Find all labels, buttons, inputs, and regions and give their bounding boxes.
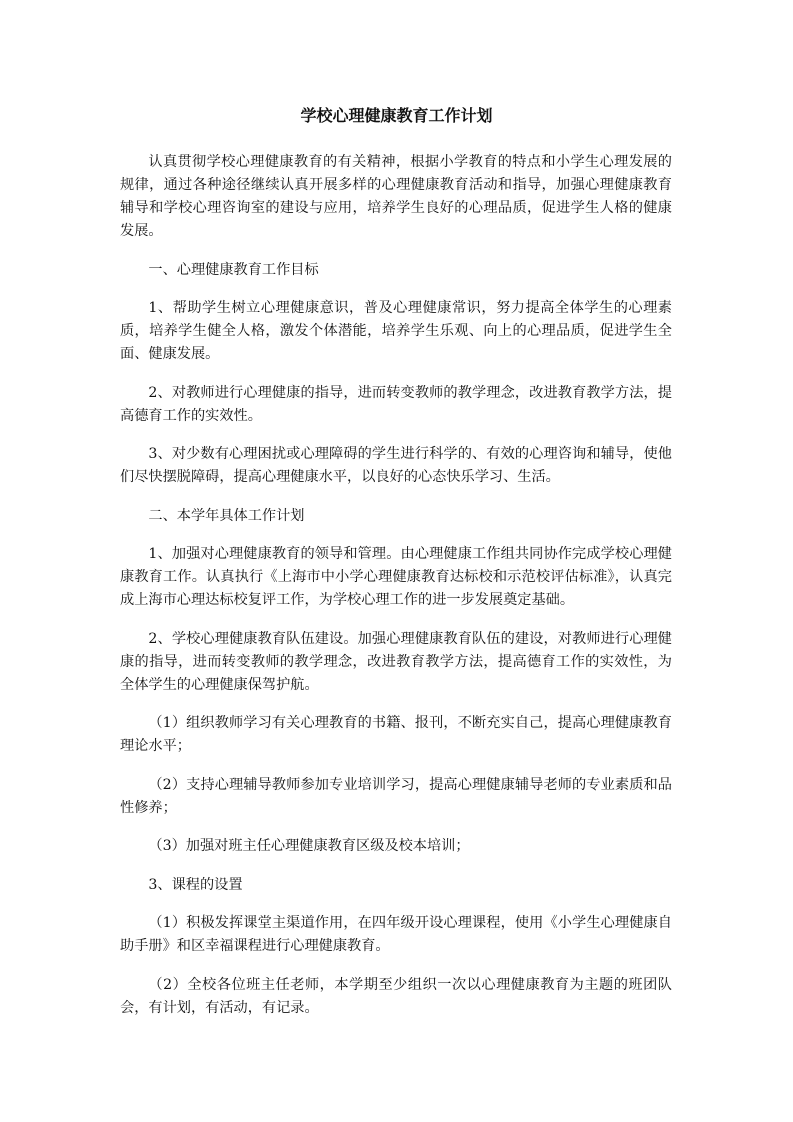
plan-item-2-sub-2: （2）支持心理辅导教师参加专业培训学习，提高心理健康辅导老师的专业素质和品性修养； — [120, 776, 672, 816]
plan-item-3-heading: 3、课程的设置 — [148, 876, 243, 893]
plan-item-3-sub-1: （1）积极发挥课堂主渠道作用，在四年级开设心理课程，使用《小学生心理健康自助手册》和区幸福课程进行心理健康教育。 — [120, 915, 672, 954]
goal-item-3: 3、对少数有心理困扰或心理障碍的学生进行科学的、有效的心理咨询和辅导，使他们尽快摆脱障碍，提高心理健康水平，以良好的心态快乐学习、生活。 — [120, 446, 672, 485]
intro-paragraph: 认真贯彻学校心理健康教育的有关精神，根据小学教育的特点和小学生心理发展的规律，通过各种途径继续认真开展多样的心理健康教育活动和指导，加强心理健康教育辅导和学校心理咨询室的建设与应用，培养学生良好的心理品质，促进学生人格的健康发展。 — [120, 154, 672, 239]
plan-item-1: 1、加强对心理健康教育的领导和管理。由心理健康工作组共同协作完成学校心理健康教育工作。认真执行《上海市中小学心理健康教育达标校和示范校评估标准》，认真完成上海市心理达标校复评工作，为学校心理工作的进一步发展奠定基础。 — [120, 546, 672, 608]
plan-item-3-sub-2: （2）全校各位班主任老师，本学期至少组织一次以心理健康教育为主题的班团队会，有计划，有活动，有记录。 — [120, 976, 672, 1016]
goal-item-2: 2、对教师进行心理健康的指导，进而转变教师的教学理念，改进教育教学方法，提高德育工作的实效性。 — [120, 384, 672, 424]
document-title: 学校心理健康教育工作计划 — [300, 106, 493, 125]
plan-item-2-sub-3: （3）加强对班主任心理健康教育区级及校本培训； — [148, 838, 470, 854]
plan-item-2-sub-1: （1）组织教师学习有关心理教育的书籍、报刊，不断充实自己，提高心理健康教育理论水平； — [120, 715, 672, 754]
section-heading-goals: 一、心理健康教育工作目标 — [148, 261, 319, 278]
plan-item-2: 2、学校心理健康教育队伍建设。加强心理健康教育队伍的建设，对教师进行心理健康的指导，进而转变教师的教学理念，改进教育教学方法，提高德育工作的实效性，为全体学生的心理健康保驾护航。 — [120, 630, 672, 693]
goal-item-1: 1、帮助学生树立心理健康意识，普及心理健康常识，努力提高全体学生的心理素质，培养学生健全人格，激发个体潜能，培养学生乐观、向上的心理品质，促进学生全面、健康发展。 — [120, 300, 672, 362]
document-body — [120, 151, 672, 1035]
section-heading-plan: 二、本学年具体工作计划 — [148, 507, 305, 524]
